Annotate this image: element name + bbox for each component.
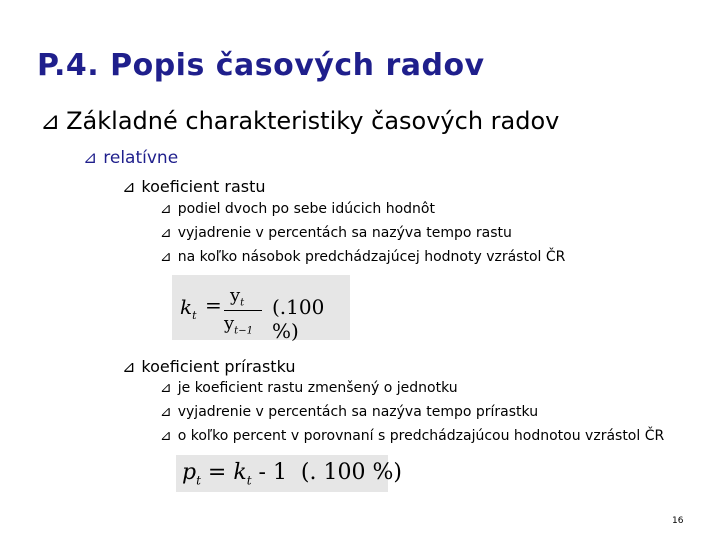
triangle-bullet-icon: ⊿ (160, 380, 172, 396)
list-item-text: vyjadrenie v percentách sa nazýva tempo rastu (177, 225, 512, 241)
increment-coefficient-formula (176, 455, 402, 492)
list-item-text: je koeficient rastu zmenšený o jednotku (177, 380, 458, 396)
bullet-relative (83, 148, 178, 168)
bullet-text: Základné charakteristiky časových radov (66, 107, 560, 135)
list-item (160, 380, 458, 396)
formula-equals: = (205, 293, 222, 317)
list-item (160, 225, 512, 241)
formula-lhs: $k_t$ (180, 295, 197, 322)
triangle-bullet-icon: ⊿ (122, 357, 136, 376)
formula-numerator: $y_t$ (230, 285, 245, 309)
list-item (160, 404, 538, 420)
list-item-text: na koľko násobok predchádzajúcej hodnoty vzrástol ČR (177, 249, 566, 265)
list-item (160, 249, 565, 265)
growth-coefficient-formula (172, 275, 350, 343)
formula-expression: $p_t = k_t - 1$ (. 100 %) (182, 460, 402, 488)
list-item-text: podiel dvoch po sebe idúcich hodnôt (177, 201, 435, 217)
triangle-bullet-icon: ⊿ (83, 148, 98, 168)
bullet-increment-coefficient (122, 357, 295, 376)
triangle-bullet-icon: ⊿ (122, 177, 136, 196)
formula-denominator: $y_{t-1}$ (224, 313, 253, 337)
triangle-bullet-icon: ⊿ (160, 201, 172, 217)
formula-percent-suffix: (.100 %) (272, 295, 325, 343)
triangle-bullet-icon: ⊿ (160, 404, 172, 420)
triangle-bullet-icon: ⊿ (160, 225, 172, 241)
fraction-bar (224, 310, 262, 311)
slide-title: P.4. Popis časových radov (37, 48, 485, 83)
bullet-text: koeficient prírastku (141, 357, 296, 376)
bullet-text: koeficient rastu (141, 177, 266, 196)
bullet-growth-coefficient (122, 177, 266, 196)
triangle-bullet-icon: ⊿ (160, 249, 172, 265)
list-item-text: o koľko percent v porovnaní s predchádzajúcou hodnotou vzrástol ČR (177, 428, 665, 444)
triangle-bullet-icon: ⊿ (40, 107, 61, 135)
list-item (160, 428, 664, 444)
bullet-text: relatívne (103, 148, 179, 168)
triangle-bullet-icon: ⊿ (160, 428, 172, 444)
list-item (160, 201, 435, 217)
page-number: 16 (672, 516, 684, 526)
list-item-text: vyjadrenie v percentách sa nazýva tempo prírastku (177, 404, 539, 420)
bullet-basic-characteristics (40, 107, 559, 135)
